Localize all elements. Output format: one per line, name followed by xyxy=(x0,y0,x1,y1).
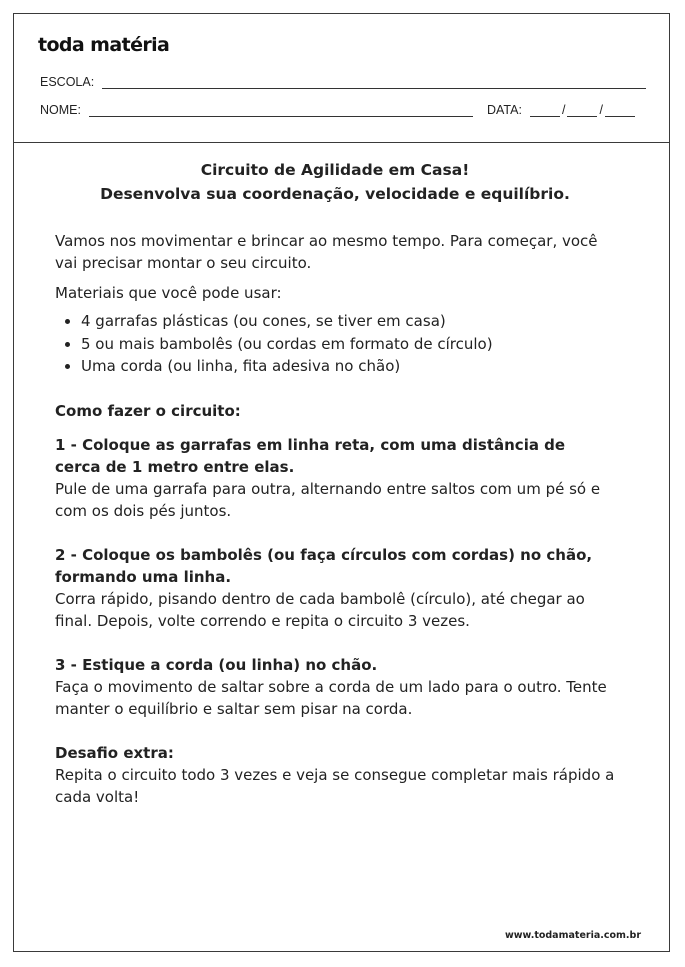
list-item: • Uma corda (ou linha, fita adesiva no chão) xyxy=(81,355,615,378)
page-title xyxy=(55,158,615,206)
name-line[interactable] xyxy=(89,104,473,117)
list-item: • 5 ou mais bambolês (ou cordas em formato de círculo) xyxy=(81,333,615,356)
date-day-line[interactable] xyxy=(530,104,560,117)
challenge-text: Repita o circuito todo 3 vezes e veja se consegue completar mais rápido a cada volta! xyxy=(55,765,615,806)
list-item: • 4 garrafas plásticas (ou cones, se tiver em casa) xyxy=(81,310,615,333)
logo: toda matéria xyxy=(38,34,170,56)
step-text: Corra rápido, pisando dentro de cada bambolê (círculo), até chegar ao final. Depois, volte correndo e repita o circuito 3 vezes. xyxy=(55,589,585,630)
footer-url: www.todamateria.com.br xyxy=(504,930,641,941)
school-label: ESCOLA: xyxy=(40,75,95,89)
worksheet-body xyxy=(55,158,615,808)
step-1 xyxy=(55,434,615,522)
step-heading: 3 - Estique a corda (ou linha) no chão. xyxy=(55,655,378,674)
step-2 xyxy=(55,544,615,632)
challenge-title: Desafio extra: xyxy=(55,743,174,762)
date-year-line[interactable] xyxy=(605,104,635,117)
materials-list xyxy=(55,310,615,378)
date-month-line[interactable] xyxy=(567,104,597,117)
date-input[interactable] xyxy=(530,103,635,117)
step-heading: 1 - Coloque as garrafas em linha reta, com uma distância de cerca de 1 metro entre elas. xyxy=(55,435,566,476)
title-line-2: Desenvolva sua coordenação, velocidade e equilíbrio. xyxy=(100,185,570,203)
materials-label: Materiais que você pode usar: xyxy=(55,284,282,302)
date-separator: / xyxy=(599,103,603,117)
name-date-field xyxy=(40,103,646,117)
intro-paragraph: Vamos nos movimentar e brincar ao mesmo tempo. Para começar, você vai precisar montar o seu circuito. xyxy=(55,232,598,272)
school-field xyxy=(40,75,646,89)
worksheet-header xyxy=(14,14,669,143)
step-heading: 2 - Coloque os bambolês (ou faça círculos com cordas) no chão, formando uma linha. xyxy=(55,545,593,586)
school-line[interactable] xyxy=(102,76,646,89)
title-line-1: Circuito de Agilidade em Casa! xyxy=(200,161,470,179)
step-3 xyxy=(55,654,615,720)
date-separator: / xyxy=(561,103,566,117)
date-label: DATA: xyxy=(486,103,522,117)
how-to-title: Como fazer o circuito: xyxy=(55,401,241,420)
step-text: Faça o movimento de saltar sobre a corda de um lado para o outro. Tente manter o equilíbrio e saltar sem pisar na corda. xyxy=(55,677,607,718)
extra-challenge xyxy=(55,742,615,808)
name-label: NOME: xyxy=(40,103,81,117)
step-text: Pule de uma garrafa para outra, alternando entre saltos com um pé só e com os dois pés juntos. xyxy=(55,479,601,520)
